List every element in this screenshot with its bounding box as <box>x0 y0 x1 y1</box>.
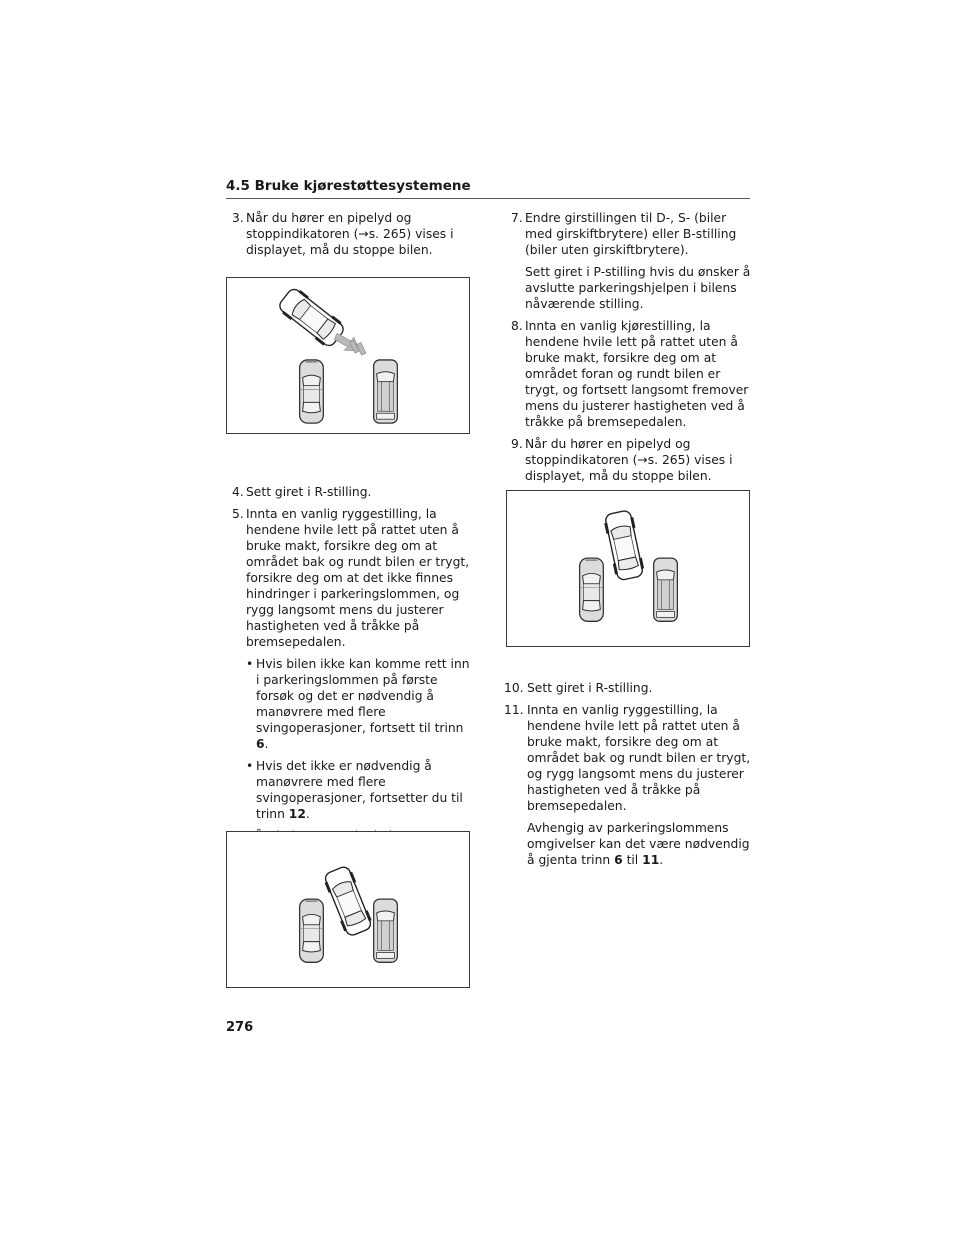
step-text-2-start: Avhengig av parkeringslommens omgivelser kan det være nødvendig å gjenta trinn <box>527 821 750 867</box>
bullet-end: . <box>305 807 310 821</box>
bullet-item <box>226 656 472 752</box>
step-3 <box>226 210 472 258</box>
step-4 <box>226 484 472 500</box>
bullet-item <box>226 758 472 822</box>
step-reference: 12 <box>288 807 306 821</box>
step-reference: 6 <box>614 853 623 867</box>
step-text-2-mid: til <box>622 853 643 867</box>
step-8 <box>505 318 751 430</box>
step-number: 11. <box>504 703 524 717</box>
step-number: 8. <box>511 319 523 333</box>
step-number: 5. <box>232 507 244 521</box>
bullet-text: Hvis bilen ikke kan komme rett inn i parkeringslommen på første forsøk og det er nødvendig å manøvrere med flere svingoperasjoner, fortsett til trinn <box>256 657 470 735</box>
parked-car-icon <box>300 899 324 962</box>
step-number: 4. <box>232 485 244 499</box>
step-reference: 6 <box>256 737 265 751</box>
step-number: 7. <box>511 211 523 225</box>
step-text-2 <box>527 820 751 868</box>
step-7 <box>505 210 751 312</box>
parking-illustration <box>507 491 749 646</box>
parking-illustration <box>227 278 469 433</box>
step-9 <box>505 436 751 484</box>
bullet-dot: • <box>246 657 254 671</box>
step-number: 10. <box>504 681 524 695</box>
step-text: Innta en vanlig ryggestilling, la hendene hvile lett på rattet uten å bruke makt, forsikre deg om at området bak og rundt bilen er trygt, forsikre deg om at det ikke finnes hindringer i parkeringslommen, og rygg langsomt mens du justerer hastigheten ved å tråkke på bremsepedalen. <box>246 507 470 649</box>
step-text: Innta en vanlig kjørestilling, la hendene hvile lett på rattet uten å bruke makt, forsikre deg om at området foran og rundt bilen er trygt, og fortsett langsomt fremover mens du justerer hastigheten ved å tråkke på bremsepedalen. <box>525 319 749 429</box>
step-text: Når du hører en pipelyd og stoppindikatoren (→s. 265) vises i displayet, må du stoppe bilen. <box>246 211 454 257</box>
page-number: 276 <box>226 1020 254 1035</box>
parked-car-icon <box>580 558 604 621</box>
parked-car-icon <box>300 360 324 423</box>
step-text: Innta en vanlig ryggestilling, la hendene hvile lett på rattet uten å bruke makt, forsikre deg om at området bak og rundt bilen er trygt, og rygg langsomt mens du justerer hastigheten ved å tråkke på bremsepedalen. <box>527 703 751 813</box>
bullet-end: . <box>264 737 269 751</box>
reverse-arrow-icon <box>334 333 366 355</box>
step-text: Når du hører en pipelyd og stoppindikatoren (→s. 265) vises i displayet, må du stoppe bilen. <box>525 437 733 483</box>
step-number: 9. <box>511 437 523 451</box>
step-text-2: Sett giret i P-stilling hvis du ønsker å avslutte parkeringshjelpen i bilens nåværende stilling. <box>525 265 751 311</box>
step-text-2-end: . <box>659 853 664 867</box>
own-car-icon <box>322 864 375 937</box>
parking-illustration <box>227 832 469 987</box>
step-text: Sett giret i R-stilling. <box>527 681 653 695</box>
parked-suv-icon <box>654 558 678 621</box>
parked-suv-icon <box>374 899 398 962</box>
parking-figure-3 <box>506 490 750 647</box>
own-car-icon <box>603 509 646 581</box>
step-text: Sett giret i R-stilling. <box>246 485 372 499</box>
section-header <box>226 178 750 199</box>
step-5 <box>226 506 472 822</box>
parked-suv-icon <box>374 360 398 423</box>
step-reference: 11 <box>642 853 660 867</box>
step-10 <box>505 680 751 696</box>
step-number: 3. <box>232 211 244 225</box>
parking-figure-1 <box>226 277 470 434</box>
step-11 <box>505 702 751 868</box>
step-text: Endre girstillingen til D-, S- (biler med girskiftbrytere) eller B-stilling (biler uten girskiftbrytere). <box>525 211 737 257</box>
bullet-text: Hvis det ikke er nødvendig å manøvrere med flere svingoperasjoner, fortsetter du til trinn <box>256 759 463 821</box>
section-title: 4.5 Bruke kjørestøttesystemene <box>226 178 471 194</box>
parking-figure-2 <box>226 831 470 988</box>
bullet-dot: • <box>246 759 254 773</box>
